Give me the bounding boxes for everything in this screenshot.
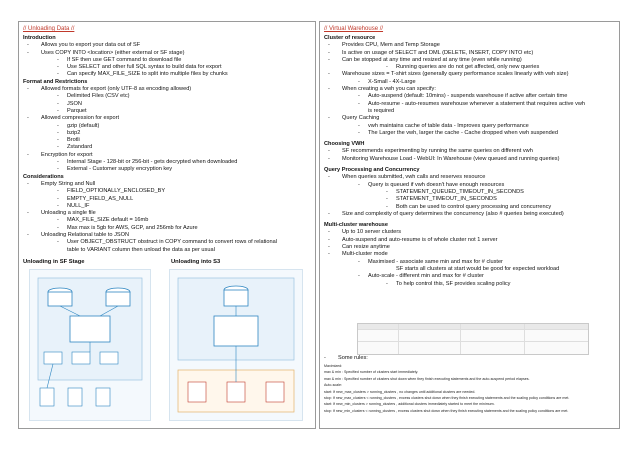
table-row bbox=[358, 341, 588, 353]
unloading-data-notes bbox=[23, 35, 312, 254]
figure-label-sf-stage: Unloading in SF Stage bbox=[23, 259, 85, 265]
warehouse-icon bbox=[214, 316, 258, 346]
bullet-item: - Warehouse sizes = T-shirt sizes (generally query performance scales linearly with vwh size) bbox=[324, 71, 616, 78]
bullet-item: - When queries submitted, vwh calls and reserves resource bbox=[324, 174, 616, 181]
file-icon-2 bbox=[96, 388, 110, 406]
virtual-warehouse-section bbox=[319, 21, 620, 429]
sub-bullet-item: - Query is queued if vwh doesn't have enough resources bbox=[324, 182, 616, 189]
rule-note-line: max & min : Specified number of clusters shut down when they finish executing statements and the auto-suspend period elapses. bbox=[324, 376, 530, 381]
sub-bullet-item: - Maximised - associate same min and max for # cluster bbox=[324, 259, 616, 266]
table-body-icon bbox=[48, 292, 72, 306]
sf-stage-diagram bbox=[29, 269, 151, 421]
sub-bullet-item: - EMPTY_FIELD_AS_NULL bbox=[23, 196, 312, 203]
s3-diagram bbox=[169, 269, 303, 421]
bullet-item: - When creating a vwh you can specify: bbox=[324, 86, 616, 93]
some-rules-label bbox=[320, 355, 368, 362]
stage-box-3 bbox=[100, 352, 118, 364]
sub-bullet-item: - External - Customer supply encryption key bbox=[23, 166, 312, 173]
table-column-divider bbox=[460, 324, 461, 354]
sub-bullet-item: - MAX_FILE_SIZE default = 16mb bbox=[23, 217, 312, 224]
sub-bullet-item: - Auto-suspend (default: 10mins) - suspends warehouse if active after certain time bbox=[324, 93, 616, 100]
table-body-icon bbox=[224, 290, 248, 306]
sub-sub-bullet-item: - STATEMENT_QUEUED_TIMEOUT_IN_SECONDS bbox=[324, 189, 616, 196]
figure-label-s3: Unloading into S3 bbox=[171, 259, 221, 265]
unloading-data-section bbox=[18, 21, 316, 429]
bullet-item: - Unloading a single file bbox=[23, 210, 312, 217]
sub-bullet-item: - bzip2 bbox=[23, 130, 312, 137]
sub-sub-bullet-item: - Both can be used to control query processing and concurrency bbox=[324, 204, 616, 211]
scaling-policy-table bbox=[357, 323, 589, 355]
sub-bullet-item: - User OBJECT_OBSTRUCT obstruct in COPY command to convert rows of relational bbox=[23, 239, 312, 246]
section-heading: Multi-cluster warehouse bbox=[324, 222, 389, 229]
bullet-item: - Auto-suspend and auto-resume is of whole cluster not 1 server bbox=[324, 237, 616, 244]
file-icon bbox=[68, 388, 82, 406]
sub-bullet-item: - If SF then use GET command to download file bbox=[23, 57, 312, 64]
sub-sub-bullet-item: - Running queries are do not get affected, only new queries bbox=[324, 64, 616, 71]
sub-bullet-item: - gzip (default) bbox=[23, 123, 312, 130]
section-heading: Choosing VWH bbox=[324, 141, 365, 148]
rule-note-line: stop: If new_min_clusters < running_clusters , excess clusters shut down when they finish executing statements and the scaling policy conditions are met. bbox=[324, 408, 569, 413]
bullet-item: - Up to 10 server clusters bbox=[324, 229, 616, 236]
sub-bullet-item: - Parquet bbox=[23, 108, 312, 115]
sub-sub-bullet-item: - To help control this, SF provides scaling policy bbox=[324, 281, 616, 288]
bullet-item: - Monitoring Warehouse Load - WebUI: In Warehouse (view queued and running queries) bbox=[324, 156, 616, 163]
bullet-item: - Allows you to export your data out of SF bbox=[23, 42, 312, 49]
bullet-item: - Provides CPU, Mem and Temp Storage bbox=[324, 42, 616, 49]
bullet-item: - Unloading Relational table to JSON bbox=[23, 232, 312, 239]
bullet-item: - Size and complexity of query determines the concurrency (also # queries being executed) bbox=[324, 211, 616, 218]
bullet-item: - Is active on usage of SELECT and DML (DELETE, INSERT, COPY INTO etc) bbox=[324, 50, 616, 57]
rule-note-line: stop: If new_max_clusters < running_clusters , excess clusters shut down when they finish executing statements and the scaling policy conditions are met. bbox=[324, 396, 570, 401]
unloading-data-title: // Unloading Data // bbox=[23, 26, 75, 32]
bullet-item: - Query Caching bbox=[324, 115, 616, 122]
warehouse-icon bbox=[70, 316, 110, 342]
table-column-divider bbox=[524, 324, 525, 354]
s3-bucket-icon-2 bbox=[227, 382, 245, 402]
stage-box bbox=[44, 352, 62, 364]
sub-bullet-item: - Use SELECT and other full SQL syntax to build data for export bbox=[23, 64, 312, 71]
rule-note-line: Maximized: bbox=[324, 364, 343, 368]
bullet-continuation: SF starts all clusters at start would be good for expected workload bbox=[396, 265, 560, 272]
rule-note-line: start: If new_min_clusters > running_clusters , additional clusters immediately started to meet the minimum. bbox=[324, 402, 495, 407]
sub-bullet-item: - Max max is 5gb for AWS, GCP, and 256mb for Azure bbox=[23, 225, 312, 232]
sub-bullet-item: - FIELD_OPTIONALLY_ENCLOSED_BY bbox=[23, 188, 312, 195]
sub-bullet-item: - Brotli bbox=[23, 137, 312, 144]
s3-bucket-icon bbox=[188, 382, 206, 402]
bullet-continuation: table to VARIANT column then unload the data as per usual bbox=[67, 246, 215, 253]
section-heading: Query Processing and Concurrency bbox=[324, 167, 420, 174]
bullet-item: - Allowed formats for export (only UTF-8 as encoding allowed) bbox=[23, 86, 312, 93]
bullet-item: - SF recommends experimenting by running the same queries on different vwh bbox=[324, 148, 616, 155]
sub-bullet-item: - vwh maintains cache of table data - Improves query performance bbox=[324, 123, 616, 130]
sub-bullet-item: - The Larger the vwh, larger the cache - Cache dropped when vwh suspended bbox=[324, 130, 616, 137]
section-heading: Format and Restrictions bbox=[23, 78, 88, 85]
table-column-divider bbox=[398, 324, 399, 354]
some-rules-text: Some rules: bbox=[338, 355, 368, 361]
bullet-item: - Multi-cluster mode bbox=[324, 251, 616, 258]
sub-bullet-item: - Can specify MAX_FILE_SIZE to split into multiple files by chunks bbox=[23, 71, 312, 78]
s3-bucket-icon-3 bbox=[266, 382, 284, 402]
section-heading: Introduction bbox=[23, 35, 56, 41]
rule-note-line: start: If new_max_clusters > running_clusters , no changes until additional clusters are needed. bbox=[324, 389, 476, 394]
bullet-continuation: is required bbox=[368, 107, 395, 114]
virtual-warehouse-title: // Virtual Warehouse // bbox=[324, 26, 384, 32]
sub-bullet-item: - X-Small - 4X-Large bbox=[324, 79, 616, 86]
bullet-item: - Encryption for export bbox=[23, 152, 312, 159]
sub-bullet-item: - Delimited Files (CSV etc) bbox=[23, 93, 312, 100]
section-heading: Considerations bbox=[23, 173, 64, 180]
section-heading: Cluster of resource bbox=[324, 35, 376, 41]
bullet-item: - Can be stopped at any time and resized at any time (even while running) bbox=[324, 57, 616, 64]
bullet-item: - Uses COPY INTO <location> (either external or SF stage) bbox=[23, 50, 312, 57]
rule-note-line: Auto-scale: bbox=[324, 383, 342, 388]
virtual-warehouse-notes bbox=[324, 35, 616, 288]
bullet-item: - Allowed compression for export bbox=[23, 115, 312, 122]
sub-bullet-item: - Zstandard bbox=[23, 144, 312, 151]
bullet-item: - Can resize anytime bbox=[324, 244, 616, 251]
multi-cluster-rules-notes bbox=[324, 363, 615, 414]
sub-bullet-item: - JSON bbox=[23, 101, 312, 108]
sub-sub-bullet-item: - STATEMENT_TIMEOUT_IN_SECONDS bbox=[324, 196, 616, 203]
bullet-item: - Empty String and Null bbox=[23, 181, 312, 188]
sub-bullet-item: - Auto-resume - auto-resumes warehouse whenever a statement that requires active vwh bbox=[324, 101, 616, 108]
stage-box-2 bbox=[72, 352, 90, 364]
table-body-icon-2 bbox=[106, 292, 130, 306]
sub-bullet-item: - Internal Stage - 128-bit or 256-bit - gets decrypted when downloaded bbox=[23, 159, 312, 166]
client-icon bbox=[40, 388, 54, 406]
rule-note-line: max & min : Specified number of clusters start immediately. bbox=[324, 370, 419, 375]
sub-bullet-item: - NULL_IF bbox=[23, 203, 312, 210]
sub-bullet-item: - Auto-scale - different min and max for # cluster bbox=[324, 273, 616, 280]
